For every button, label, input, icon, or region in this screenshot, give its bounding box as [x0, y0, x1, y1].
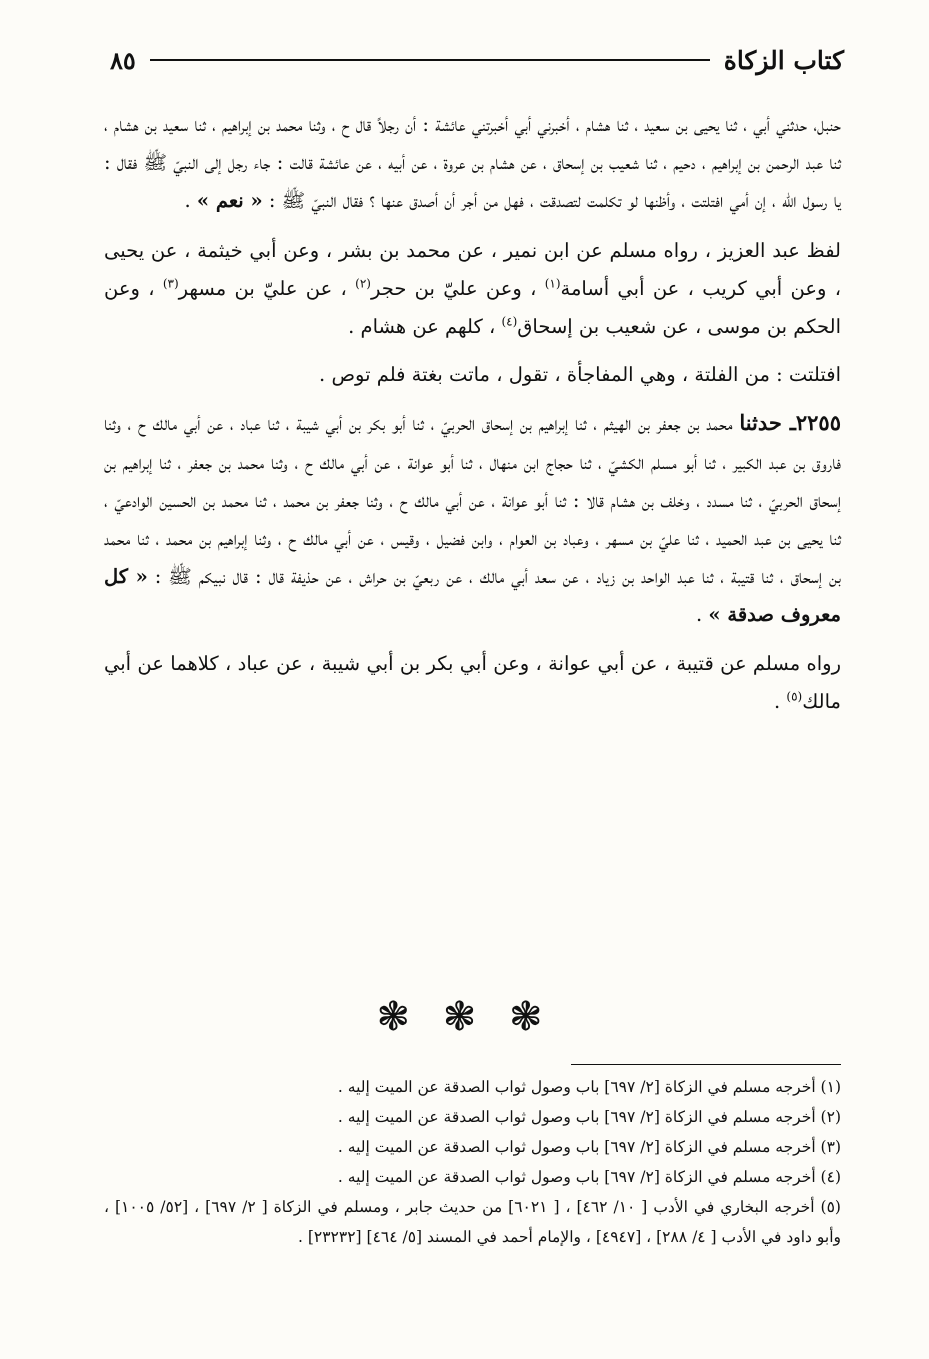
paragraph-text: محمد بن جعفر بن الهيثم ، ثنا إبراهيم بن إسحاق الحربيّ ، ثنا أبو بكر بن أبي شيبة ، ثنا عباد ، عن أبي مالك ح ، وثنا فاروق بن عبد الكبير ، ثنا أبو مسلم الكشيّ ، ثنا حجاج ابن منهال ، ثنا أبو عوانة ، عن أبي مالك ح ، وثنا محمد بن جعفر ، ثنا إبراهيم بن إسحاق الحربيّ ، ثنا مسدد ، وخلف بن هشام قالا : ثنا أبو عوانة ، عن أبي مالك ح ، وثنا جعفر بن محمد ، ثنا محمد بن الحسين الوادعيّ ، ثنا يحيى بن عبد الحميد ، ثنا عليّ بن مسهر ، وعباد بن العوام ، وابن فضيل ، وقيس ، عن أبي مالك ح ، وثنا إبراهيم بن محمد ، ثنا محمد بن إسحاق ، ثنا قتيبة ، ثنا عبد الواحد بن زياد ، عن سعد أبي مالك ، عن ربعيّ بن حراش ، عن حذيفة قال : قال نبيكم ﷺ :	[104, 412, 841, 589]
paragraph-text: رواه مسلم عن قتيبة ، عن أبي عوانة ، وعن أبي بكر بن أبي شيبة ، عن عباد ، كلاهما عن أبي مالك	[104, 651, 841, 713]
header-rule	[150, 59, 710, 61]
paragraph-hadith-2255	[104, 404, 841, 634]
footnote-marker-5[interactable]: (٥)	[786, 689, 803, 704]
paragraph-text: لفظ عبد العزيز ، رواه مسلم عن ابن نمير ، عن محمد بن بشر ، وعن أبي خيثمة ، عن يحيى ، وعن أبي كريب ، عن أبي أسامة	[104, 238, 842, 300]
page-number: ٨٥	[110, 45, 136, 75]
prophet-quote: « كل معروف صدقة »	[104, 565, 841, 627]
footnotes	[104, 1072, 841, 1252]
footnote-marker-2[interactable]: (٢)	[355, 276, 371, 291]
footnote-1: (١) أخرجه مسلم في الزكاة [٢/ ٦٩٧] باب وصول ثواب الصدقة عن الميت إليه .	[337, 1078, 841, 1096]
footnote-marker-4[interactable]: (٤)	[501, 314, 518, 329]
paragraph-isnad-aisha	[104, 106, 841, 221]
paragraph-end: .	[696, 603, 703, 627]
section-ornament: ❃ ❃ ❃	[376, 994, 553, 1040]
paragraph-text: ، وعن الحكم بن موسى ، عن شعيب بن إسحاق	[104, 276, 841, 339]
paragraph-text: ، عن عليّ بن مسهر	[178, 276, 347, 300]
footnote-5: (٥) أخرجه البخاري في الأدب [ ١٠/ ٤٦٢] ، [ ٦٠٢١] من حديث جابر ، ومسلم في الزكاة [ ٢/ ٦٩٧] ، [٥٢/ ١٠٠٥] ، وأبو داود في الأدب [ ٤/ ٢٨٨] ، [٤٩٤٧] ، والإمام أحمد في المسند [٥/ ٤٦٤] [٢٣٢٣٢] .	[104, 1198, 841, 1246]
footnote-2: (٢) أخرجه مسلم في الزكاة [٢/ ٦٩٧] باب وصول ثواب الصدقة عن الميت إليه .	[337, 1108, 841, 1126]
footnote-marker-3[interactable]: (٣)	[162, 276, 179, 291]
paragraph-text: حنبل، حدثني أبي ، ثنا يحيى بن سعيد ، ثنا هشام ، أخبرني أبي أخبرتني عائشة : أن رجلاً قال ح ، وثنا محمد بن إبراهيم ، ثنا سعيد بن هشام ، ثنا عبد الرحمن بن إبراهيم ، دحيم ، ثنا شعيب بن إسحاق ، عن هشام بن عروة ، عن أبيه ، عن عائشة قالت : جاء رجل إلى النبيّ ﷺ فقال : يا رسول الله ، إن أمي افتلتت ، وأظنها لو تكلمت لتصدقت ، فهل من أجر أن أصدق عنها ؟ فقال النبيّ ﷺ :	[104, 113, 841, 213]
footnote-3: (٣) أخرجه مسلم في الزكاة [٢/ ٦٩٧] باب وصول ثواب الصدقة عن الميت إليه .	[337, 1138, 841, 1156]
paragraph-text: ، وعن عليّ بن حجر	[370, 276, 537, 300]
running-header	[110, 38, 844, 82]
paragraph-takhrij	[104, 232, 841, 347]
hadith-number: ٢٢٥٥ـ حدثنا	[739, 410, 841, 436]
book-title: كتاب الزكاة	[723, 45, 844, 75]
footnote-rule	[571, 1064, 841, 1065]
footnote-marker-1[interactable]: (١)	[544, 276, 561, 291]
prophet-quote: « نعم »	[196, 189, 263, 213]
paragraph-text: ، كلهم عن هشام .	[348, 315, 496, 339]
main-text	[104, 106, 841, 721]
paragraph-end: .	[184, 189, 191, 213]
footnote-4: (٤) أخرجه مسلم في الزكاة [٢/ ٦٩٧] باب وصول ثواب الصدقة عن الميت إليه .	[337, 1168, 841, 1186]
paragraph-takhrij-2	[104, 645, 841, 721]
paragraph-end: .	[774, 689, 781, 713]
paragraph-gloss: افتلتت : من الفلتة ، وهي المفاجأة ، تقول ، ماتت بغتة فلم توص .	[319, 363, 841, 387]
